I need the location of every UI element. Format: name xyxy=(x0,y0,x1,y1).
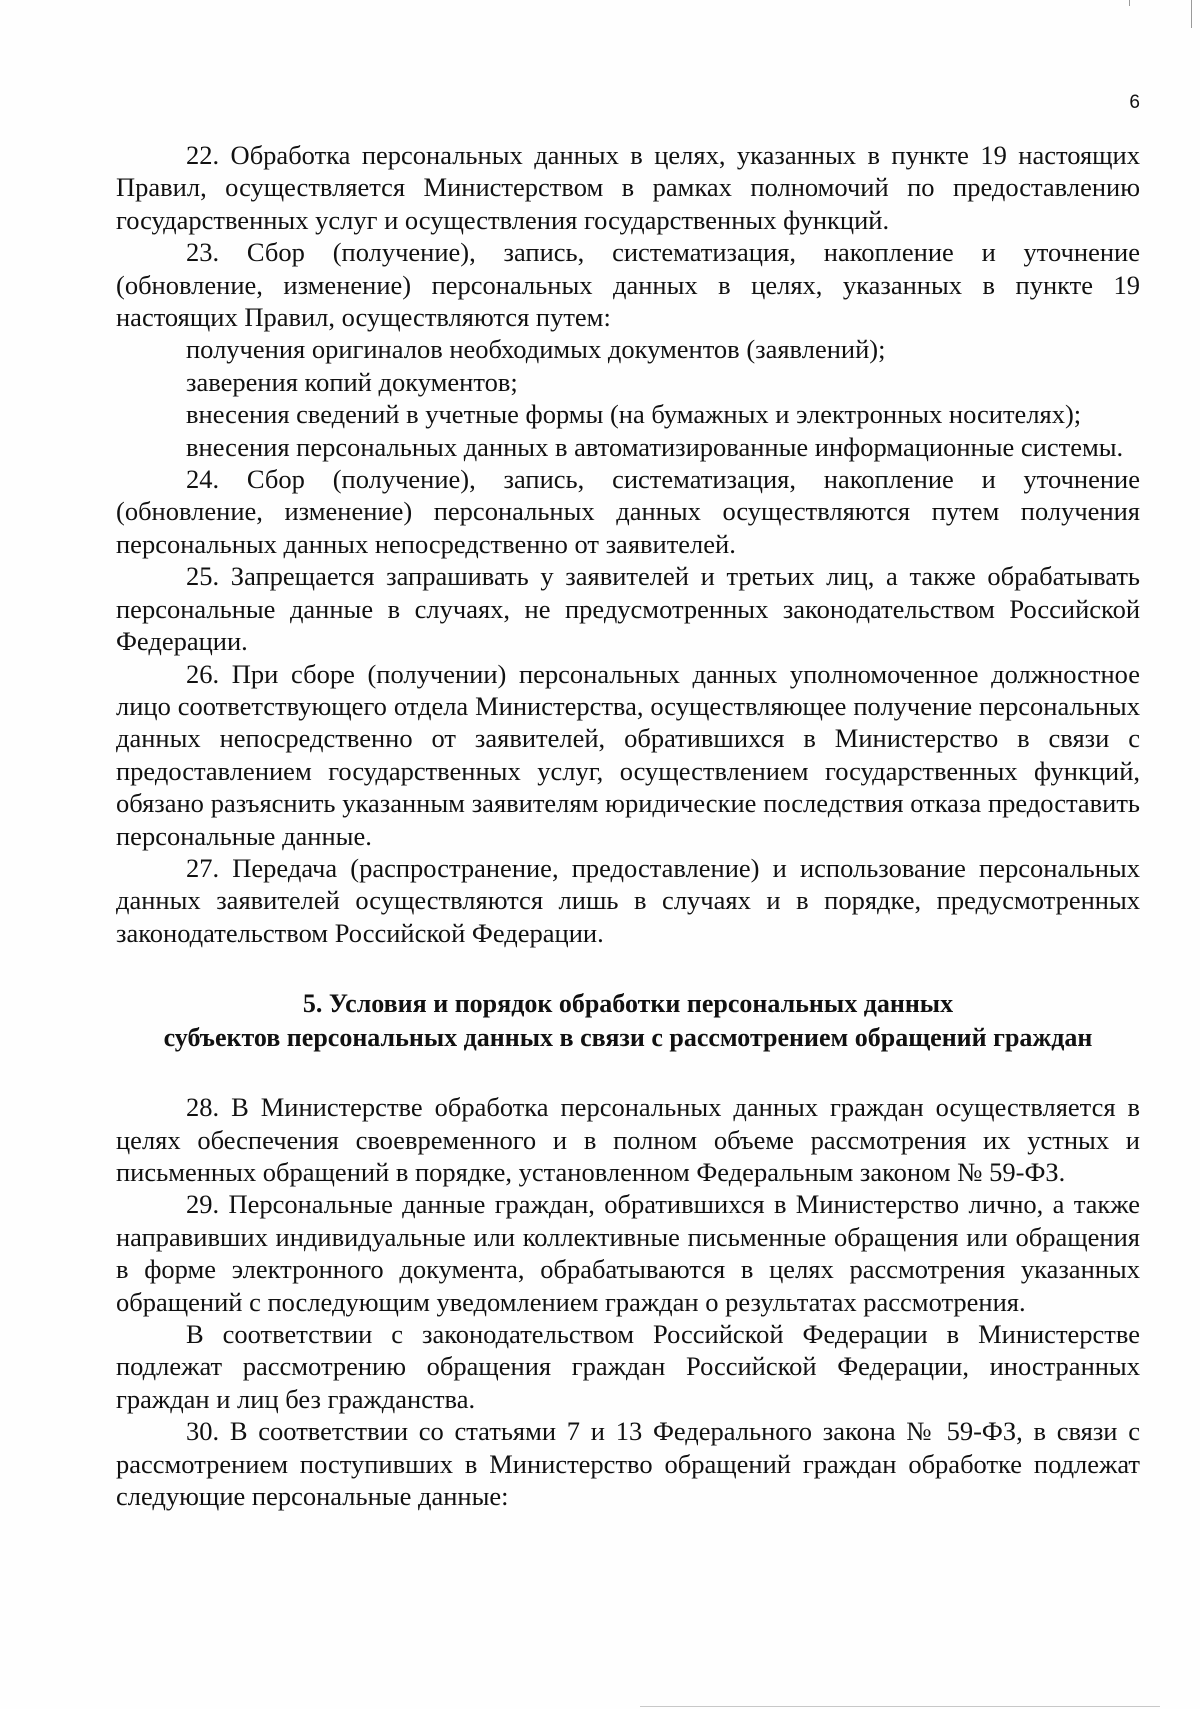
list-item: внесения персональных данных в автоматизированные информационные системы. xyxy=(186,431,1124,462)
scan-artifact-line xyxy=(1129,0,1130,6)
paragraph-29-continued: В соответствии с законодательством Российской Федерации в Министерстве подлежат рассмотрению обращения граждан Российской Федерации, иностранных граждан и лиц без гражданства. xyxy=(116,1319,1140,1414)
list-item: внесения сведений в учетные формы (на бумажных и электронных носителях); xyxy=(186,399,1082,430)
paragraph-29: 29. Персональные данные граждан, обратившихся в Министерство лично, а также направивших индивидуальные или коллективные письменные обращения или обращения в форме электронного документа, обрабатываются в целях рассмотрения указанных обращений с последующим уведомлением граждан о результатах рассмотрения. xyxy=(116,1189,1140,1317)
paragraph-27: 27. Передача (распространение, предоставление) и использование персональных данных заявителей осуществляются лишь в случаях и в порядке, предусмотренных законодательством Российской Федерации. xyxy=(116,852,1140,948)
section-heading-line-2: субъектов персональных данных в связи с рассмотрением обращений граждан xyxy=(163,1023,1093,1053)
list-item: получения оригиналов необходимых документов (заявлений); xyxy=(186,334,886,365)
document-body xyxy=(116,139,1140,1512)
paragraph-22: 22. Обработка персональных данных в целях, указанных в пункте 19 настоящих Правил, осуществляется Министерством в рамках полномочий по предоставлению государственных услуг и осуществления государственных функций. xyxy=(116,140,1140,235)
paragraph-30: 30. В соответствии со статьями 7 и 13 Федерального закона № 59-ФЗ, в связи с рассмотрением поступивших в Министерство обращений граждан обработке подлежат следующие персональные данные: xyxy=(116,1416,1140,1512)
list-item: заверения копий документов; xyxy=(186,366,518,397)
scan-artifact-line xyxy=(640,1706,1160,1707)
section-heading-line-1: 5. Условия и порядок обработки персональных данных xyxy=(302,989,954,1019)
paragraph-26: 26. При сборе (получении) персональных данных уполномоченное должностное лицо соответствующего отдела Министерства, осуществляющее получение персональных данных непосредственно от заявителей, обратившихся в Министерство в связи с предоставлением государственных услуг, осуществлением государственных функций, обязано разъяснить указанным заявителям юридические последствия отказа предоставить персональные данные. xyxy=(116,658,1140,851)
section-heading xyxy=(116,987,1140,1055)
paragraph-24: 24. Сбор (получение), запись, систематизация, накопление и уточнение (обновление, изменение) персональных данных осуществляются путем получения персональных данных непосредственно от заявителей. xyxy=(116,464,1140,559)
paragraph-25: 25. Запрещается запрашивать у заявителей и третьих лиц, а также обрабатывать персональные данные в случаях, не предусмотренных законодательством Российской Федерации. xyxy=(116,561,1140,657)
scan-artifact-line xyxy=(1191,0,1192,28)
paragraph-23: 23. Сбор (получение), запись, систематизация, накопление и уточнение (обновление, изменение) персональных данных в целях, указанных в пункте 19 настоящих Правил, осуществляются путем: xyxy=(116,237,1140,333)
paragraph-28: 28. В Министерстве обработка персональных данных граждан осуществляется в целях обеспечения своевременного и в полном объеме рассмотрения их устных и письменных обращений в порядке, установленном Федеральным законом № 59-ФЗ. xyxy=(116,1092,1140,1187)
page-number: 6 xyxy=(1129,92,1140,113)
